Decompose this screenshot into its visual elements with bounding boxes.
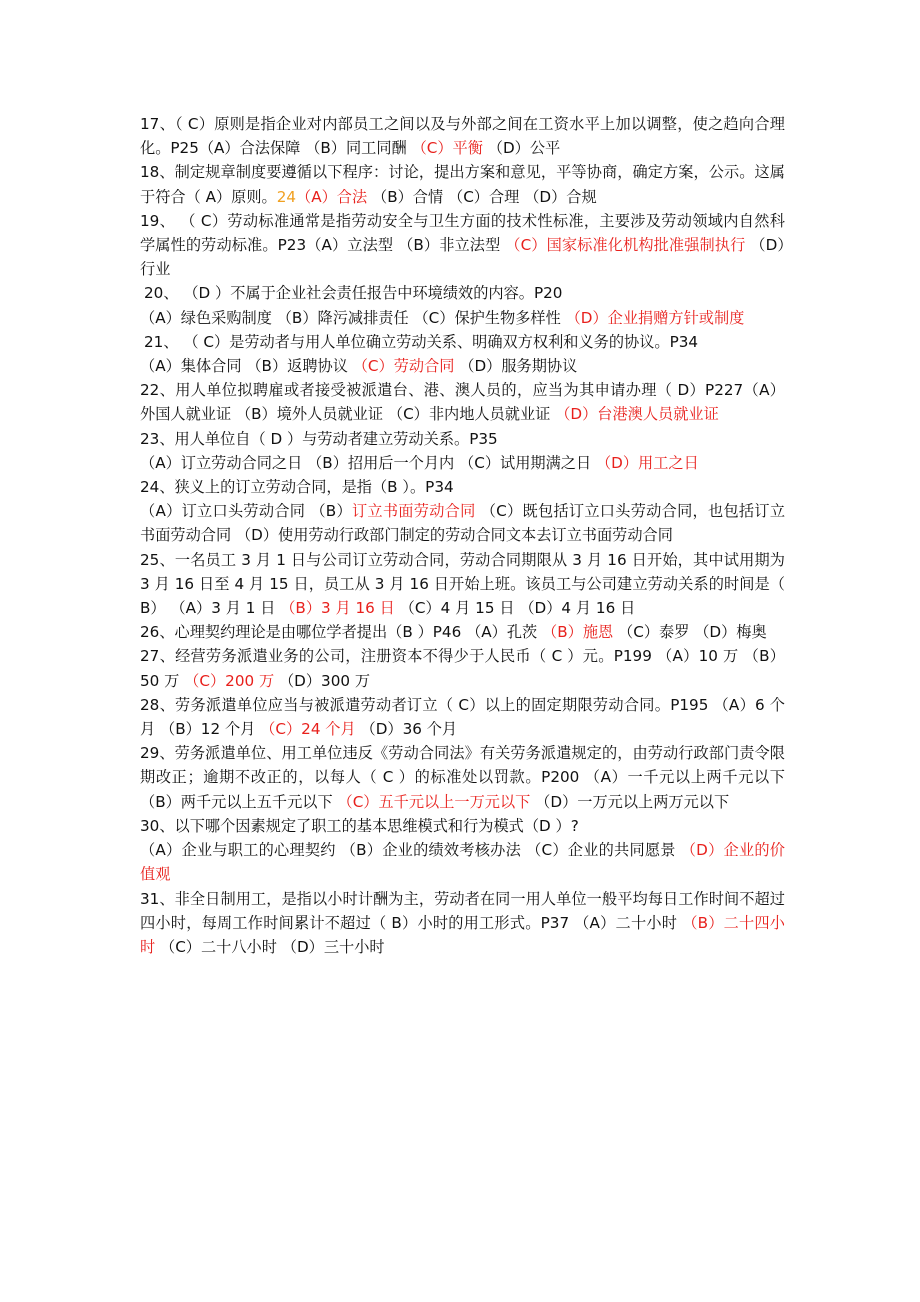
question-text: 26、心理契约理论是由哪位学者提出（B ）P46 （A）孔茨: [140, 623, 543, 642]
question-paragraph: [140, 548, 785, 621]
question-paragraph: [140, 620, 785, 644]
question-text: 28、劳务派遣单位应当与被派遣劳动者订立（ C）以上的固定期限劳动合同。P195 （A）6 个月 （B）12 个月: [140, 695, 785, 739]
question-paragraph: [140, 306, 785, 330]
question-text: （D）300 万: [274, 671, 371, 690]
question-paragraph: [140, 499, 785, 547]
question-text: 22、用人单位拟聘雇或者接受被派遣台、港、澳人员的，应当为其申请办理（ D）P227（A）外国人就业证 （B）境外人员就业证 （C）非内地人员就业证: [140, 381, 785, 424]
question-text: 23、用人单位自（ D ）与劳动者建立劳动关系。P35: [140, 429, 498, 448]
question-paragraph: [140, 838, 785, 886]
question-text: 31、非全日制用工，是指以小时计酬为主，劳动者在同一用人单位一般平均每日工作时间不超过四小时，每周工作时间累计不超过（ B）小时的用工形式。P37 （A）二十小时: [140, 889, 785, 932]
answer-highlight: （C）五千元以上一万元以下: [337, 792, 531, 811]
question-paragraph: [140, 209, 785, 282]
answer-highlight: （B）施恩: [542, 623, 614, 642]
question-paragraph: [140, 354, 785, 378]
question-paragraph: [140, 451, 785, 475]
question-text: （D）服务期协议: [454, 357, 578, 376]
answer-highlight: （D）台港澳人员就业证: [555, 405, 719, 424]
answer-highlight: （C）200 万: [184, 671, 275, 690]
answer-highlight: （D）企业的价值观: [140, 841, 785, 884]
question-text: （B）合情 （C）合理 （D）合规: [367, 187, 597, 206]
question-paragraph: [140, 112, 785, 160]
question-text: 19、 （ C）劳动标准通常是指劳动安全与卫生方面的技术性标准，主要涉及劳动领域内自然科学属性的劳动标准。P23（A）立法型 （B）非立法型: [140, 211, 785, 255]
question-paragraph: [140, 281, 785, 305]
question-paragraph: [140, 644, 785, 692]
question-text: （C）二十八小时 （D）三十小时: [155, 937, 385, 956]
question-paragraph: [140, 475, 785, 499]
answer-highlight: （A）合法: [296, 187, 368, 206]
question-paragraph: [140, 427, 785, 451]
question-paragraph: [140, 814, 785, 838]
question-paragraph: [140, 378, 785, 426]
page-reference: 24: [276, 187, 297, 206]
question-text: （D）行业: [140, 236, 785, 279]
question-text: （A）集体合同 （B）返聘协议: [140, 357, 353, 376]
question-text: 17、（ C）原则是指企业对内部员工之间以及与外部之间在工资水平上加以调整，使之趋向合理化。P25（A）合法保障 （B）同工同酬: [140, 115, 785, 158]
question-text: （A）绿色采购制度 （B）降污减排责任 （C）保护生物多样性: [140, 308, 566, 327]
question-text: （A）企业与职工的心理契约 （B）企业的绩效考核办法 （C）企业的共同愿景: [140, 841, 681, 860]
document-page: [140, 112, 785, 959]
question-text: 20、 （D ）不属于企业社会责任报告中环境绩效的内容。P20: [144, 284, 563, 303]
question-text: 30、以下哪个因素规定了职工的基本思维模式和行为模式（D ）?: [140, 816, 579, 835]
answer-highlight: （D）用工之日: [595, 453, 699, 472]
question-paragraph: [140, 741, 785, 814]
question-text: （D）公平: [482, 139, 561, 158]
answer-highlight: （C）平衡: [411, 139, 483, 158]
question-text: 21、 （ C）是劳动者与用人单位确立劳动关系、明确双方权利和义务的协议。P34: [144, 332, 699, 351]
question-paragraph: [140, 887, 785, 960]
answer-highlight: 订立书面劳动合同: [351, 502, 476, 521]
answer-highlight: （D）企业捐赠方针或制度: [565, 308, 745, 327]
question-paragraph: [140, 160, 785, 208]
question-text: 25、一名员工 3 月 1 日与公司订立劳动合同，劳动合同期限从 3 月 16 日开始，其中试用期为 3 月 16 日至 4 月 15 日，员工从 3 月 16 日开始上班。该员工与公司建立劳动关系的时间是（ B） （A）3 月 1 日: [140, 550, 785, 618]
question-text: （A）订立口头劳动合同 （B）: [140, 502, 352, 521]
answer-highlight: （C）国家标准化机构批准强制执行: [505, 236, 746, 255]
answer-highlight: （C）劳动合同: [352, 357, 455, 376]
question-text: 24、狭义上的订立劳动合同，是指（B ）。P34: [140, 478, 454, 497]
question-text: （C）4 月 15 日 （D）4 月 16 日: [394, 599, 636, 618]
question-text: （A）订立劳动合同之日 （B）招用后一个月内 （C）试用期满之日: [140, 453, 596, 472]
answer-highlight: （B）3 月 16 日: [280, 599, 395, 618]
question-text: 27、经营劳务派遣业务的公司，注册资本不得少于人民币（ C ）元。P199 （A）10 万 （B）50 万: [140, 647, 785, 690]
answer-highlight: （B）二十四小时: [140, 913, 785, 956]
question-text: （C）既包括订立口头劳动合同，也包括订立书面劳动合同 （D）使用劳动行政部门制定的劳动合同文本去订立书面劳动合同: [140, 502, 786, 545]
question-text: （D）一万元以上两万元以下: [530, 792, 730, 811]
question-paragraph: [140, 693, 785, 741]
question-text: 18、制定规章制度要遵循以下程序：讨论，提出方案和意见，平等协商，确定方案，公示。这属于符合（ A）原则。: [140, 163, 785, 206]
answer-highlight: （C）24 个月: [260, 720, 356, 739]
question-text: 29、劳务派遣单位、用工单位违反《劳动合同法》有关劳务派遣规定的，由劳动行政部门责令限期改正；逾期不改正的，以每人（ C ）的标准处以罚款。P200 （A）一千元以上两千元以下 （B）两千元以上五千元以下: [140, 744, 785, 811]
question-paragraph: [140, 330, 785, 354]
question-text: （C）泰罗 （D）梅奥: [613, 623, 767, 642]
question-text: （D）36 个月: [355, 720, 458, 739]
